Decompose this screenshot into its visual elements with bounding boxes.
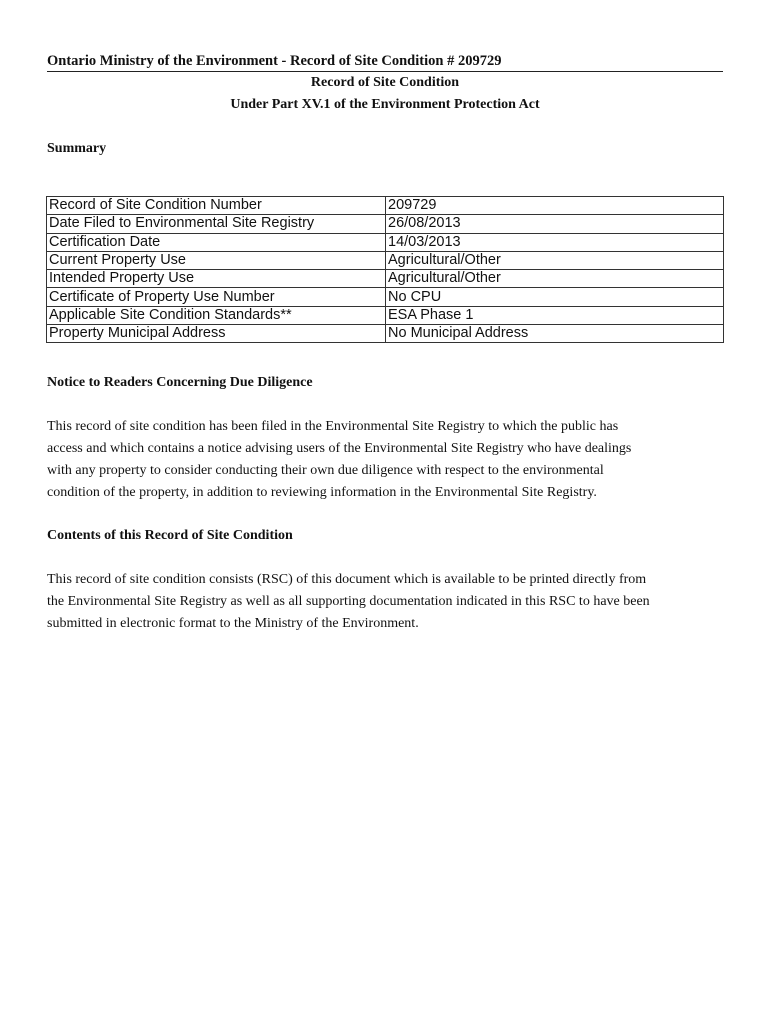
- paragraph-line: access and which contains a notice advising users of the Environmental Site Registry who have dealings: [47, 441, 632, 456]
- summary-value: Agricultural/Other: [386, 270, 724, 288]
- summary-label: Current Property Use: [47, 251, 386, 269]
- notice-heading: Notice to Readers Concerning Due Diligence: [47, 375, 313, 390]
- summary-heading: Summary: [47, 141, 107, 156]
- summary-label: Applicable Site Condition Standards**: [47, 306, 386, 324]
- document-title: Record of Site Condition: [310, 75, 460, 90]
- summary-label: Intended Property Use: [47, 270, 386, 288]
- contents-heading: Contents of this Record of Site Condition: [47, 528, 293, 543]
- table-row: [47, 325, 724, 343]
- summary-table: [46, 196, 724, 343]
- paragraph-line: with any property to consider conducting their own due diligence with respect to the environmental: [47, 463, 604, 478]
- paragraph-line: the Environmental Site Registry as well as all supporting documentation indicated in this RSC to have been: [47, 594, 650, 609]
- paragraph-line: submitted in electronic format to the Ministry of the Environment.: [47, 616, 419, 631]
- summary-label: Certificate of Property Use Number: [47, 288, 386, 306]
- summary-value: 209729: [386, 197, 724, 215]
- paragraph-line: This record of site condition consists (RSC) of this document which is available to be printed directly from: [47, 572, 647, 587]
- summary-value: ESA Phase 1: [386, 306, 724, 324]
- table-row: [47, 288, 724, 306]
- document-header: Ontario Ministry of the Environment - Record of Site Condition # 209729: [47, 52, 723, 72]
- contents-paragraph: [47, 569, 723, 635]
- summary-value: 14/03/2013: [386, 233, 724, 251]
- notice-paragraph: [47, 416, 723, 504]
- table-row: [47, 197, 724, 215]
- paragraph-line: This record of site condition has been filed in the Environmental Site Registry to which the public has: [47, 419, 619, 434]
- summary-label: Date Filed to Environmental Site Registry: [47, 215, 386, 233]
- table-row: [47, 270, 724, 288]
- summary-label: Record of Site Condition Number: [47, 197, 386, 215]
- summary-value: No Municipal Address: [386, 325, 724, 343]
- table-row: [47, 251, 724, 269]
- summary-label: Property Municipal Address: [47, 325, 386, 343]
- summary-value: No CPU: [386, 288, 724, 306]
- table-row: [47, 233, 724, 251]
- summary-value: Agricultural/Other: [386, 251, 724, 269]
- paragraph-line: condition of the property, in addition to reviewing information in the Environmental Site Registry.: [47, 485, 597, 500]
- table-row: [47, 306, 724, 324]
- summary-value: 26/08/2013: [386, 215, 724, 233]
- table-row: [47, 215, 724, 233]
- document-subtitle: Under Part XV.1 of the Environment Protection Act: [230, 97, 540, 112]
- summary-label: Certification Date: [47, 233, 386, 251]
